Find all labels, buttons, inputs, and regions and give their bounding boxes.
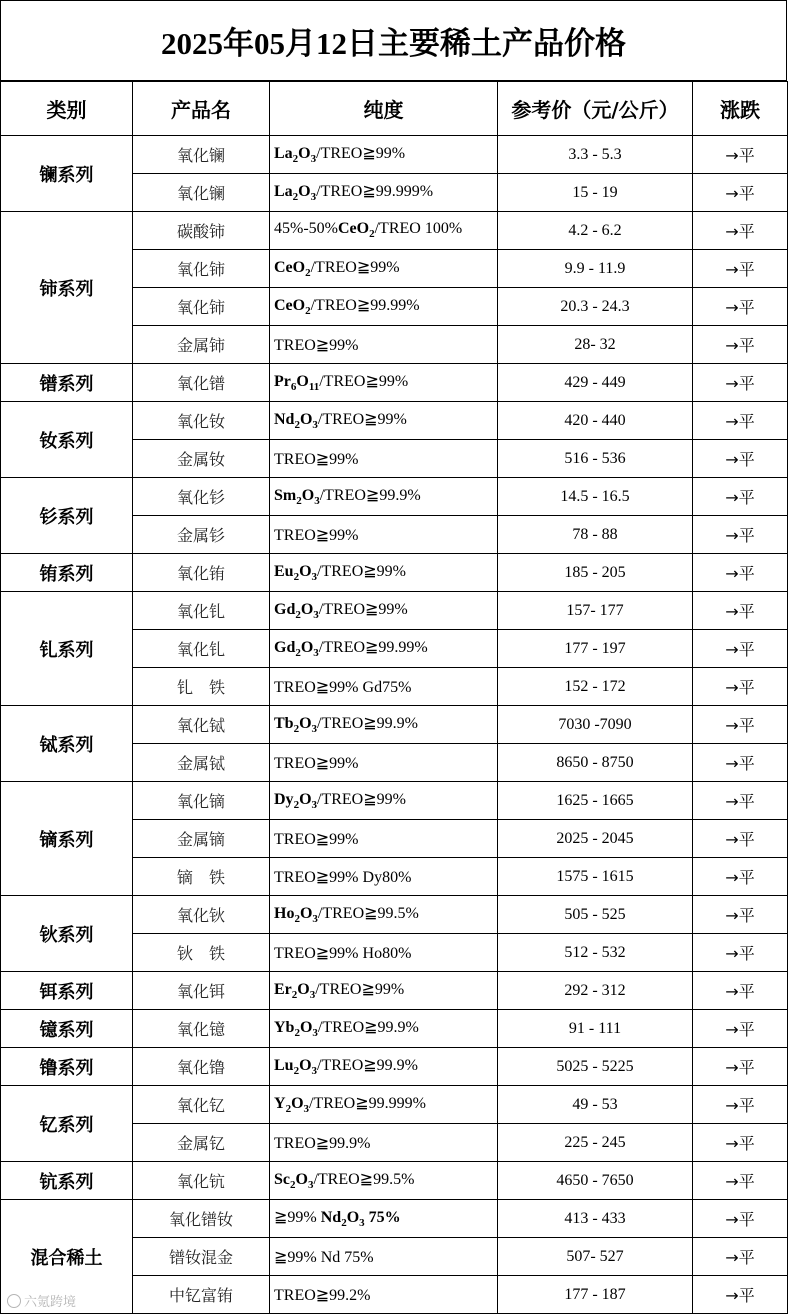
price-table (0, 81, 788, 1314)
purity-cell (270, 706, 498, 744)
category-cell: 铽系列 (1, 706, 133, 782)
change-cell: →平 (693, 934, 788, 972)
watermark-text: 六氪跨境 (24, 1295, 77, 1310)
purity-text: O (300, 601, 314, 619)
purity-cell (270, 1200, 498, 1238)
purity-text: /TREO≧99% (318, 601, 408, 619)
purity-text: /TREO≧99.999% (316, 183, 434, 201)
purity-text: Ho (274, 905, 295, 923)
purity-text: ≧99% (274, 1209, 321, 1227)
purity-text: 3 (303, 1103, 310, 1116)
change-cell: →平 (693, 896, 788, 934)
change-cell: →平 (693, 478, 788, 516)
price-cell: 4650 - 7650 (498, 1162, 693, 1200)
purity-text: Tb (274, 715, 294, 733)
table-row (1, 706, 788, 744)
purity-text: Y (274, 1095, 286, 1113)
purity-text: TREO≧99% Gd75% (274, 678, 412, 696)
purity-text: Pr (274, 373, 291, 391)
purity-cell (270, 1124, 498, 1162)
change-cell: →平 (693, 250, 788, 288)
table-row (1, 402, 788, 440)
purity-cell (270, 402, 498, 440)
product-cell: 氧化铒 (133, 972, 270, 1010)
change-cell: →平 (693, 440, 788, 478)
purity-text: TREO≧99% (274, 450, 359, 468)
purity-text: 3 (311, 1065, 318, 1078)
price-cell: 5025 - 5225 (498, 1048, 693, 1086)
category-cell: 镨系列 (1, 364, 133, 402)
purity-text: Yb (274, 1019, 295, 1037)
purity-text: /TREO≧99.99% (310, 297, 420, 315)
purity-text: 3 (309, 989, 316, 1002)
change-cell: →平 (693, 554, 788, 592)
change-cell: →平 (693, 1086, 788, 1124)
table-row (1, 1086, 788, 1124)
product-cell: 氧化钬 (133, 896, 270, 934)
change-cell: →平 (693, 174, 788, 212)
change-cell: →平 (693, 1238, 788, 1276)
purity-text: Sm (274, 487, 297, 505)
header-change: 涨跌 (693, 82, 788, 136)
price-cell: 1625 - 1665 (498, 782, 693, 820)
product-cell: 氧化铕 (133, 554, 270, 592)
product-cell: 氧化钇 (133, 1086, 270, 1124)
price-cell: 507- 527 (498, 1238, 693, 1276)
purity-text: /TREO≧99.999% (309, 1095, 426, 1113)
price-cell: 2025 - 2045 (498, 820, 693, 858)
purity-text: Nd (320, 1209, 342, 1227)
change-cell: →平 (693, 820, 788, 858)
change-cell: →平 (693, 630, 788, 668)
change-cell: →平 (693, 592, 788, 630)
purity-text: /TREO≧99% (310, 259, 400, 277)
purity-text: /TREO≧99.9% (317, 1019, 419, 1037)
purity-cell (270, 972, 498, 1010)
purity-text: 2 (295, 609, 301, 622)
category-cell: 钬系列 (1, 896, 133, 972)
table-body (1, 136, 788, 1314)
price-cell: 152 - 172 (498, 668, 693, 706)
purity-text: TREO≧99% (274, 336, 359, 354)
price-cell: 15 - 19 (498, 174, 693, 212)
purity-text: 3 (312, 1027, 318, 1040)
purity-text: /TREO 100% (374, 220, 463, 238)
table-row (1, 1200, 788, 1238)
table-row (1, 212, 788, 250)
purity-cell (270, 364, 498, 402)
change-cell: →平 (693, 668, 788, 706)
purity-text: 2 (293, 723, 300, 736)
price-cell: 14.5 - 16.5 (498, 478, 693, 516)
category-cell: 铒系列 (1, 972, 133, 1010)
price-cell: 8650 - 8750 (498, 744, 693, 782)
purity-text: 2 (292, 153, 299, 166)
purity-text: O (299, 1057, 312, 1075)
product-cell: 氧化铈 (133, 250, 270, 288)
product-cell: 金属钕 (133, 440, 270, 478)
purity-cell (270, 554, 498, 592)
table-row (1, 1010, 788, 1048)
purity-cell (270, 212, 498, 250)
price-cell: 505 - 525 (498, 896, 693, 934)
change-cell: →平 (693, 858, 788, 896)
change-cell: →平 (693, 782, 788, 820)
purity-text: Gd (274, 601, 296, 619)
purity-text: 3 (312, 913, 318, 926)
product-cell: 氧化镥 (133, 1048, 270, 1086)
price-cell: 429 - 449 (498, 364, 693, 402)
price-cell: 157- 177 (498, 592, 693, 630)
purity-text: O (298, 145, 311, 163)
purity-cell (270, 592, 498, 630)
purity-text: CeO (337, 220, 370, 238)
purity-cell (270, 1276, 498, 1314)
table-row (1, 972, 788, 1010)
category-cell: 钪系列 (1, 1162, 133, 1200)
watermark-logo-icon (7, 1294, 21, 1308)
price-cell: 177 - 197 (498, 630, 693, 668)
purity-text: /TREO≧99% (319, 373, 409, 391)
product-cell: 金属铈 (133, 326, 270, 364)
price-cell: 225 - 245 (498, 1124, 693, 1162)
category-cell: 镥系列 (1, 1048, 133, 1086)
change-cell: →平 (693, 706, 788, 744)
category-cell: 混合稀土 (1, 1200, 133, 1314)
purity-text: 3 (311, 723, 318, 736)
watermark (7, 1291, 76, 1310)
purity-cell (270, 1048, 498, 1086)
purity-text: O (299, 791, 312, 809)
purity-text: 3 (311, 571, 318, 584)
purity-text: 3 (310, 153, 317, 166)
category-cell: 镝系列 (1, 782, 133, 896)
category-cell: 钕系列 (1, 402, 133, 478)
purity-text: Lu (274, 1057, 294, 1075)
price-cell: 185 - 205 (498, 554, 693, 592)
table-row (1, 1162, 788, 1200)
purity-text: CeO (274, 297, 306, 315)
purity-text: /TREO≧99.5% (317, 905, 419, 923)
purity-cell (270, 858, 498, 896)
purity-text: /TREO≧99% (317, 411, 407, 429)
purity-text: 2 (294, 1027, 300, 1040)
category-cell: 钆系列 (1, 592, 133, 706)
purity-text: La (274, 145, 293, 163)
purity-text: 11 (308, 381, 320, 394)
table-row (1, 136, 788, 174)
purity-text: ≧99% Nd 75% (274, 1248, 374, 1266)
purity-text: 6 (290, 381, 297, 394)
purity-text: TREO≧99% (274, 830, 359, 848)
purity-text: TREO≧99% (274, 754, 359, 772)
purity-text: 2 (341, 1217, 347, 1230)
purity-text: 2 (293, 799, 300, 812)
change-cell: →平 (693, 402, 788, 440)
category-cell: 镧系列 (1, 136, 133, 212)
purity-text: 2 (290, 1179, 296, 1192)
product-cell: 氧化钐 (133, 478, 270, 516)
price-cell: 7030 -7090 (498, 706, 693, 744)
product-cell: 氧化镱 (133, 1010, 270, 1048)
change-cell: →平 (693, 1124, 788, 1162)
change-cell: →平 (693, 326, 788, 364)
product-cell: 镨钕混金 (133, 1238, 270, 1276)
purity-text: 2 (292, 191, 299, 204)
header-row (1, 82, 788, 136)
product-cell: 钬 铁 (133, 934, 270, 972)
purity-text: TREO≧99% (274, 526, 359, 544)
price-cell: 28- 32 (498, 326, 693, 364)
purity-text: 3 (312, 419, 318, 432)
table-row (1, 782, 788, 820)
purity-text: 3 (307, 1179, 314, 1192)
purity-text: O (346, 1209, 360, 1227)
product-cell: 氧化钆 (133, 630, 270, 668)
purity-text: O (300, 639, 314, 657)
category-cell: 铕系列 (1, 554, 133, 592)
purity-text: O (296, 373, 309, 391)
change-cell: →平 (693, 364, 788, 402)
purity-text: O (299, 563, 312, 581)
price-cell: 512 - 532 (498, 934, 693, 972)
header-category: 类别 (1, 82, 133, 136)
purity-text: 2 (296, 495, 302, 508)
purity-text: 3 (311, 799, 318, 812)
purity-text: Sc (274, 1171, 290, 1189)
purity-cell (270, 1086, 498, 1124)
purity-text: 2 (293, 571, 300, 584)
purity-text: O (298, 183, 311, 201)
purity-text: 45%-50% (274, 220, 338, 238)
purity-text: O (297, 981, 310, 999)
purity-cell (270, 326, 498, 364)
purity-cell (270, 668, 498, 706)
change-cell: →平 (693, 1200, 788, 1238)
change-cell: →平 (693, 1162, 788, 1200)
category-cell: 镱系列 (1, 1010, 133, 1048)
purity-text: /TREO≧99.9% (319, 487, 421, 505)
table-row (1, 478, 788, 516)
change-cell: →平 (693, 744, 788, 782)
purity-text: Eu (274, 563, 294, 581)
purity-cell (270, 288, 498, 326)
purity-text: O (295, 1171, 308, 1189)
product-cell: 碳酸铈 (133, 212, 270, 250)
purity-text: 75% (364, 1209, 401, 1227)
product-cell: 金属钇 (133, 1124, 270, 1162)
price-cell: 420 - 440 (498, 402, 693, 440)
header-product: 产品名 (133, 82, 270, 136)
price-cell: 91 - 111 (498, 1010, 693, 1048)
purity-text: Dy (274, 791, 294, 809)
price-cell: 3.3 - 5.3 (498, 136, 693, 174)
purity-cell (270, 1162, 498, 1200)
purity-text: O (299, 1019, 313, 1037)
price-cell: 78 - 88 (498, 516, 693, 554)
purity-text: La (274, 183, 293, 201)
product-cell: 氧化铈 (133, 288, 270, 326)
product-cell: 氧化镨钕 (133, 1200, 270, 1238)
purity-text: O (291, 1095, 304, 1113)
purity-cell (270, 934, 498, 972)
header-price: 参考价（元/公斤） (498, 82, 693, 136)
category-cell: 钐系列 (1, 478, 133, 554)
purity-text: 2 (294, 913, 300, 926)
purity-cell (270, 782, 498, 820)
product-cell: 氧化钆 (133, 592, 270, 630)
price-cell: 1575 - 1615 (498, 858, 693, 896)
purity-cell (270, 630, 498, 668)
purity-text: 2 (305, 305, 311, 318)
purity-text: TREO≧99% Ho80% (274, 944, 412, 962)
category-cell: 铈系列 (1, 212, 133, 364)
purity-text: /TREO≧99% (317, 791, 406, 809)
purity-text: 2 (305, 267, 311, 280)
price-cell: 516 - 536 (498, 440, 693, 478)
purity-text: Nd (274, 411, 295, 429)
table-row (1, 896, 788, 934)
purity-text: /TREO≧99.5% (313, 1171, 415, 1189)
purity-text: O (301, 487, 315, 505)
price-cell: 49 - 53 (498, 1086, 693, 1124)
purity-text: 3 (313, 647, 319, 660)
table-row (1, 1048, 788, 1086)
purity-cell (270, 174, 498, 212)
purity-text: TREO≧99.9% (274, 1134, 371, 1152)
table-row (1, 592, 788, 630)
product-cell: 金属镝 (133, 820, 270, 858)
purity-cell (270, 1238, 498, 1276)
change-cell: →平 (693, 136, 788, 174)
purity-text: /TREO≧99% (315, 981, 405, 999)
purity-cell (270, 820, 498, 858)
price-cell: 20.3 - 24.3 (498, 288, 693, 326)
price-cell: 413 - 433 (498, 1200, 693, 1238)
change-cell: →平 (693, 1276, 788, 1314)
purity-cell (270, 136, 498, 174)
price-cell: 292 - 312 (498, 972, 693, 1010)
purity-text: O (299, 715, 312, 733)
purity-cell (270, 478, 498, 516)
change-cell: →平 (693, 1048, 788, 1086)
product-cell: 镝 铁 (133, 858, 270, 896)
purity-text: 3 (359, 1217, 365, 1230)
change-cell: →平 (693, 516, 788, 554)
purity-text: 2 (294, 419, 300, 432)
purity-text: Gd (274, 639, 296, 657)
price-cell: 9.9 - 11.9 (498, 250, 693, 288)
change-cell: →平 (693, 212, 788, 250)
purity-text: 2 (293, 1065, 300, 1078)
purity-text: 3 (313, 609, 319, 622)
purity-text: /TREO≧99.9% (317, 715, 418, 733)
table-row (1, 554, 788, 592)
purity-text: 2 (295, 647, 301, 660)
product-cell: 氧化镧 (133, 136, 270, 174)
category-cell: 钇系列 (1, 1086, 133, 1162)
change-cell: →平 (693, 288, 788, 326)
purity-text: /TREO≧99.99% (318, 639, 428, 657)
purity-text: 3 (314, 495, 320, 508)
purity-text: 3 (310, 191, 317, 204)
purity-text: /TREO≧99% (317, 563, 406, 581)
purity-text: TREO≧99.2% (274, 1286, 371, 1304)
purity-cell (270, 440, 498, 478)
purity-text: /TREO≧99.9% (317, 1057, 418, 1075)
page-title: 2025年05月12日主要稀土产品价格 (1, 1, 787, 81)
price-cell: 177 - 187 (498, 1276, 693, 1314)
purity-text: O (299, 905, 313, 923)
purity-text: 2 (369, 228, 375, 241)
purity-text: CeO (274, 259, 306, 277)
purity-cell (270, 744, 498, 782)
purity-text: /TREO≧99% (316, 145, 406, 163)
table-row (1, 364, 788, 402)
product-cell: 钆 铁 (133, 668, 270, 706)
purity-text: TREO≧99% Dy80% (274, 868, 412, 886)
product-cell: 中钇富铕 (133, 1276, 270, 1314)
change-cell: →平 (693, 972, 788, 1010)
product-cell: 氧化镧 (133, 174, 270, 212)
product-cell: 氧化铽 (133, 706, 270, 744)
price-cell: 4.2 - 6.2 (498, 212, 693, 250)
purity-text: Er (274, 981, 292, 999)
product-cell: 氧化镝 (133, 782, 270, 820)
product-cell: 金属铽 (133, 744, 270, 782)
purity-cell (270, 250, 498, 288)
purity-text: 2 (291, 989, 298, 1002)
purity-text: 2 (285, 1103, 292, 1116)
header-purity: 纯度 (270, 82, 498, 136)
product-cell: 氧化钕 (133, 402, 270, 440)
product-cell: 氧化钪 (133, 1162, 270, 1200)
purity-cell (270, 516, 498, 554)
product-cell: 氧化镨 (133, 364, 270, 402)
product-cell: 金属钐 (133, 516, 270, 554)
purity-text: O (299, 411, 313, 429)
purity-cell (270, 1010, 498, 1048)
change-cell: →平 (693, 1010, 788, 1048)
purity-cell (270, 896, 498, 934)
